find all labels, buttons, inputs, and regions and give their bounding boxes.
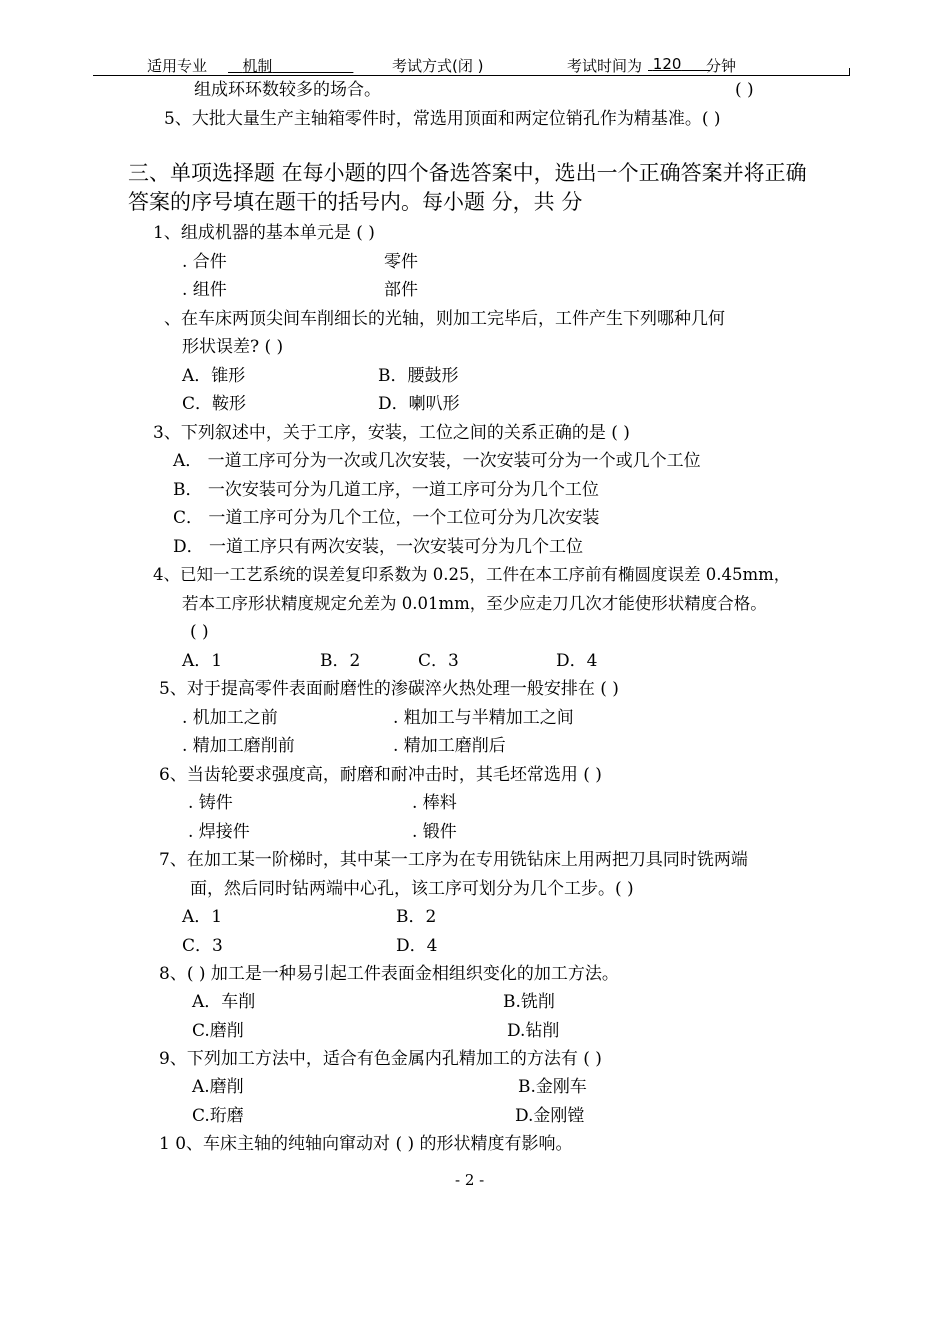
q7-option-d: D．4 (396, 936, 438, 956)
time-value-text: 120 (652, 55, 682, 73)
q8-option-d: D.钻削 (507, 1021, 560, 1041)
q1-option-b: 零件 (384, 252, 418, 272)
q4-option-b: B．2 (320, 651, 361, 671)
q5-stem: 5、对于提高零件表面耐磨性的渗碳淬火热处理一般安排在 ( ) (159, 679, 619, 699)
q4-option-c: C．3 (418, 651, 459, 671)
q2-option-c: C．鞍形 (182, 394, 247, 414)
q5-option-a: . 机加工之前 (182, 708, 278, 728)
q4-stem-paren: ( ) (190, 622, 209, 642)
q2-option-b: B．腰鼓形 (378, 366, 459, 386)
q2-stem: 、在车床两顶尖间车削细长的光轴，则加工完毕后，工件产生下列哪种几何 (164, 309, 725, 329)
q3-option-a: A． 一道工序可分为一次或几次安装，一次安装可分为一个或几个工位 (173, 451, 701, 471)
tf-line-paren: ( ) (735, 80, 754, 100)
q8-option-b: B.铣削 (503, 992, 555, 1012)
q2-option-a: A．锥形 (182, 366, 246, 386)
q7-option-a: A．1 (182, 907, 223, 927)
q10-stem: 1 0、车床主轴的纯轴向窜动对 ( ) 的形状精度有影响。 (159, 1134, 573, 1154)
q6-option-d: . 锻件 (412, 822, 457, 842)
q6-stem: 6、当齿轮要求强度高，耐磨和耐冲击时，其毛坯常选用 ( ) (159, 765, 602, 785)
page-number: - 2 - (455, 1171, 485, 1189)
header-rule-tick (849, 68, 850, 76)
header-rule (93, 75, 850, 76)
q4-stem: 4、已知一工艺系统的误差复印系数为 0.25，工件在本工序前有椭圆度误差 0.45mm， (153, 565, 791, 584)
tf-line: 组成环环数较多的场合。 (194, 80, 381, 100)
section-title-line1: 三、单项选择题 在每小题的四个备选答案中，选出一个正确答案并将正确 (128, 161, 807, 185)
q3-option-b: B． 一次安装可分为几道工序，一道工序可分为几个工位 (173, 480, 599, 500)
q2-option-d: D．喇叭形 (378, 394, 460, 414)
q9-option-b: B.金刚车 (518, 1077, 587, 1097)
q7-option-b: B．2 (396, 907, 437, 927)
q3-option-d: D． 一道工序只有两次安装，一次安装可分为几个工位 (173, 537, 584, 557)
q3-stem: 3、下列叙述中，关于工序，安装，工位之间的关系正确的是 ( ) (153, 423, 630, 443)
q1-option-c: . 组件 (182, 280, 227, 300)
tf-question-5: 5、大批大量生产主轴箱零件时，常选用顶面和两定位销孔作为精基准。( ) (164, 109, 721, 129)
q4-stem-cont: 若本工序形状精度规定允差为 0.01mm，至少应走刀几次才能使形状精度合格。 (182, 594, 767, 613)
q6-option-a: . 铸件 (188, 793, 233, 813)
time-unit: 分钟 (706, 57, 737, 75)
major-value (228, 55, 353, 76)
q9-option-d: D.金刚镗 (515, 1106, 585, 1126)
time-value (648, 55, 710, 73)
section-title-line2: 答案的序号填在题干的括号内。每小题 分，共 分 (128, 190, 583, 214)
q1-option-a: . 合件 (182, 252, 227, 272)
q4-option-a: A．1 (182, 651, 223, 671)
q5-option-b: . 粗加工与半精加工之间 (393, 708, 574, 728)
q3-option-c: C． 一道工序可分为几个工位，一个工位可分为几次安装 (173, 508, 600, 528)
time-label: 考试时间为 (567, 57, 643, 75)
q5-option-d: . 精加工磨削后 (393, 736, 506, 756)
major-value-text: 机制 (242, 57, 273, 75)
q9-option-c: C.珩磨 (192, 1106, 244, 1126)
q8-stem: 8、( ) 加工是一种易引起工件表面金相组织变化的加工方法。 (159, 964, 619, 984)
q7-stem-cont: 面，然后同时钻两端中心孔，该工序可划分为几个工步。( ) (190, 879, 634, 899)
q7-stem: 7、在加工某一阶梯时，其中某一工序为在专用铣钻床上用两把刀具同时铣两端 (159, 850, 748, 870)
q8-option-c: C.磨削 (192, 1021, 244, 1041)
q1-stem: 1、组成机器的基本单元是 ( ) (153, 223, 375, 243)
q6-option-c: . 焊接件 (188, 822, 250, 842)
q6-option-b: . 棒料 (412, 793, 457, 813)
q2-stem-cont: 形状误差? ( ) (182, 337, 284, 357)
q9-stem: 9、下列加工方法中，适合有色金属内孔精加工的方法有 ( ) (159, 1049, 602, 1069)
q7-option-c: C．3 (182, 936, 223, 956)
q5-option-c: . 精加工磨削前 (182, 736, 295, 756)
q9-option-a: A.磨削 (192, 1077, 244, 1097)
exam-mode: 考试方式(闭 ) (392, 57, 484, 75)
major-label: 适用专业 (147, 57, 208, 75)
q8-option-a: A．车削 (192, 992, 256, 1012)
q4-option-d: D．4 (556, 651, 598, 671)
q1-option-d: 部件 (384, 280, 418, 300)
